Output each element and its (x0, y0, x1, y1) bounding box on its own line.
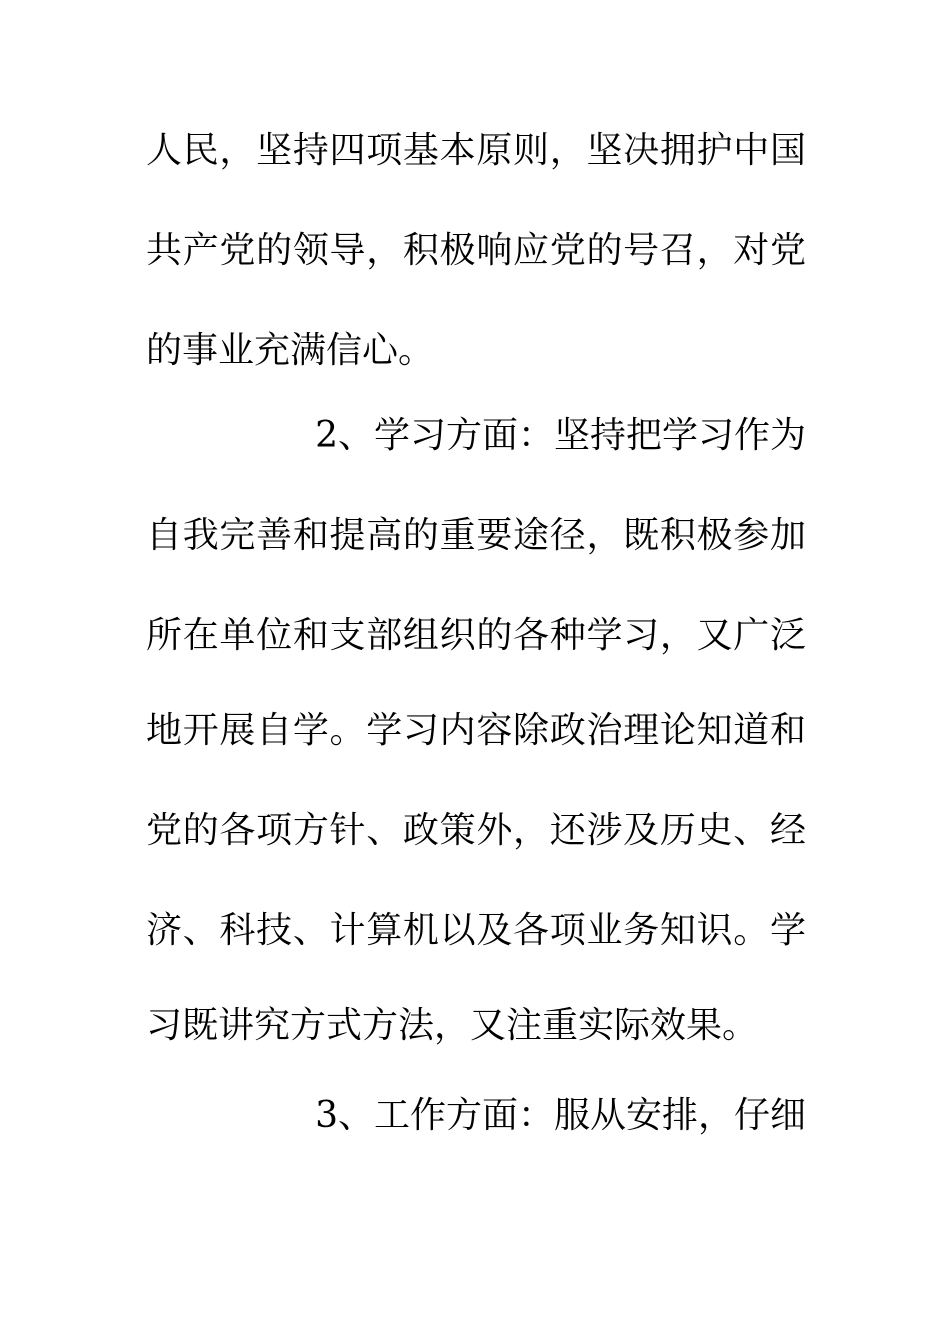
body-text-line: 人民，坚持四项基本原则，坚决拥护中国 (146, 130, 806, 171)
body-text-line: 所在单位和支部组织的各种学习，又广泛 (146, 615, 806, 656)
section-heading-line: 2、学习方面：坚持把学习作为 (315, 415, 806, 456)
body-text-line: 济、科技、计算机以及各项业务知识。学 (146, 910, 806, 951)
body-text-line: 地开展自学。学习内容除政治理论知道和 (146, 710, 806, 751)
body-text-line: 的事业充满信心。 (146, 330, 435, 371)
body-text-line: 自我完善和提高的重要途径，既积极参加 (146, 515, 806, 556)
body-text-line: 共产党的领导，积极响应党的号召，对党 (146, 230, 806, 271)
body-text-line: 习既讲究方式方法，又注重实际效果。 (146, 1005, 759, 1046)
body-text-line: 党的各项方针、政策外，还涉及历史、经 (146, 810, 806, 851)
section-heading-line: 3、工作方面：服从安排，仔细 (315, 1095, 806, 1136)
